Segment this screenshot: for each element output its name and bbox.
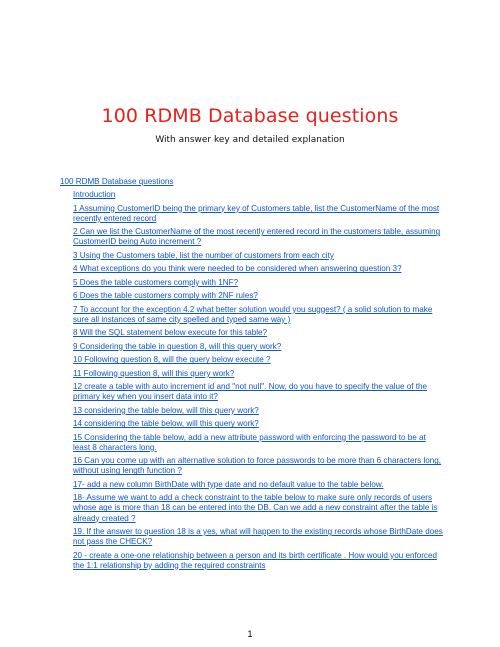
document-title: 100 RDMB Database questions (101, 105, 399, 127)
toc-link-q15[interactable]: 15 Considering the table below, add a new attribute password with enforcing the password to be at least 8 characters long. (73, 432, 426, 452)
toc-link-q6[interactable]: 6 Does the table customers comply with 2NF rules? (73, 291, 258, 301)
toc-heading-link[interactable]: 100 RDMB Database questions (60, 177, 174, 186)
toc-link-q14[interactable]: 14 considering the table below, will this query work? (73, 419, 259, 429)
toc-link-q13[interactable]: 13 considering the table below, will this query work? (73, 405, 259, 415)
toc-link-q4[interactable]: 4 What exceptions do you think were needed to be considered when answering question 3? (73, 264, 402, 274)
toc-link-q2[interactable]: 2 Can we list the CustomerName of the most recently entered record in the customers table, assuming CustomerID being Auto increment ? (73, 227, 441, 247)
toc-link-q1[interactable]: 1 Assuming CustomerID being the primary key of Customers table, list the CustomerName of the most recently entered record (73, 203, 440, 223)
page-number: 1 (247, 629, 253, 639)
toc-link-q10[interactable]: 10 Following question 8, will the query below execute ? (73, 355, 271, 365)
toc-link-q9[interactable]: 9 Considering the table in question 8, will this query work? (73, 341, 282, 351)
table-of-contents (60, 177, 445, 574)
toc-link-q17[interactable]: 17- add a new column BirthDate with type date and no default value to the table below. (73, 479, 384, 489)
toc-link-q11[interactable]: 11 Following question 8, will this query work? (73, 368, 235, 378)
toc-link-q3[interactable]: 3 Using the Customers table, list the number of customers from each city (73, 250, 334, 260)
document-subtitle: With answer key and detailed explanation (155, 135, 345, 145)
toc-link-q16[interactable]: 16 Can you come up with an alternative solution to force passwords to be more than 6 characters long, without using length function ? (73, 456, 442, 476)
toc-link-q7[interactable]: 7 To account for the exception 4.2 what better solution would you suggest? ( a solid solution to make sure all instances of same city spelled and typed same way ) (73, 304, 433, 324)
toc-link-q18[interactable]: 18- Assume we want to add a check constraint to the table below to make sure only records of users whose age is more than 18 can be entered into the DB. Can we add a new constraint after the table is already created ? (73, 493, 438, 523)
toc-link-q12[interactable]: 12 create a table with auto increment id and "not null". Now, do you have to specify the value of the primary key when you insert data into it? (73, 382, 427, 402)
toc-link-q20[interactable]: 20 - create a one-one relationship between a person and its birth certificate . How would you enforced the 1:1 relationship by adding the required constraints (73, 550, 437, 570)
toc-link-introduction[interactable]: Introduction (73, 190, 116, 200)
toc-link-q8[interactable]: 8 Will the SQL statement below execute for this table? (73, 328, 268, 338)
toc-link-q5[interactable]: 5 Does the table customers comply with 1NF? (73, 277, 239, 287)
toc-link-q19[interactable]: 19. If the answer to question 18 is a yes, what will happen to the existing records whose BirthDate does not pass the CHECK? (73, 527, 443, 547)
